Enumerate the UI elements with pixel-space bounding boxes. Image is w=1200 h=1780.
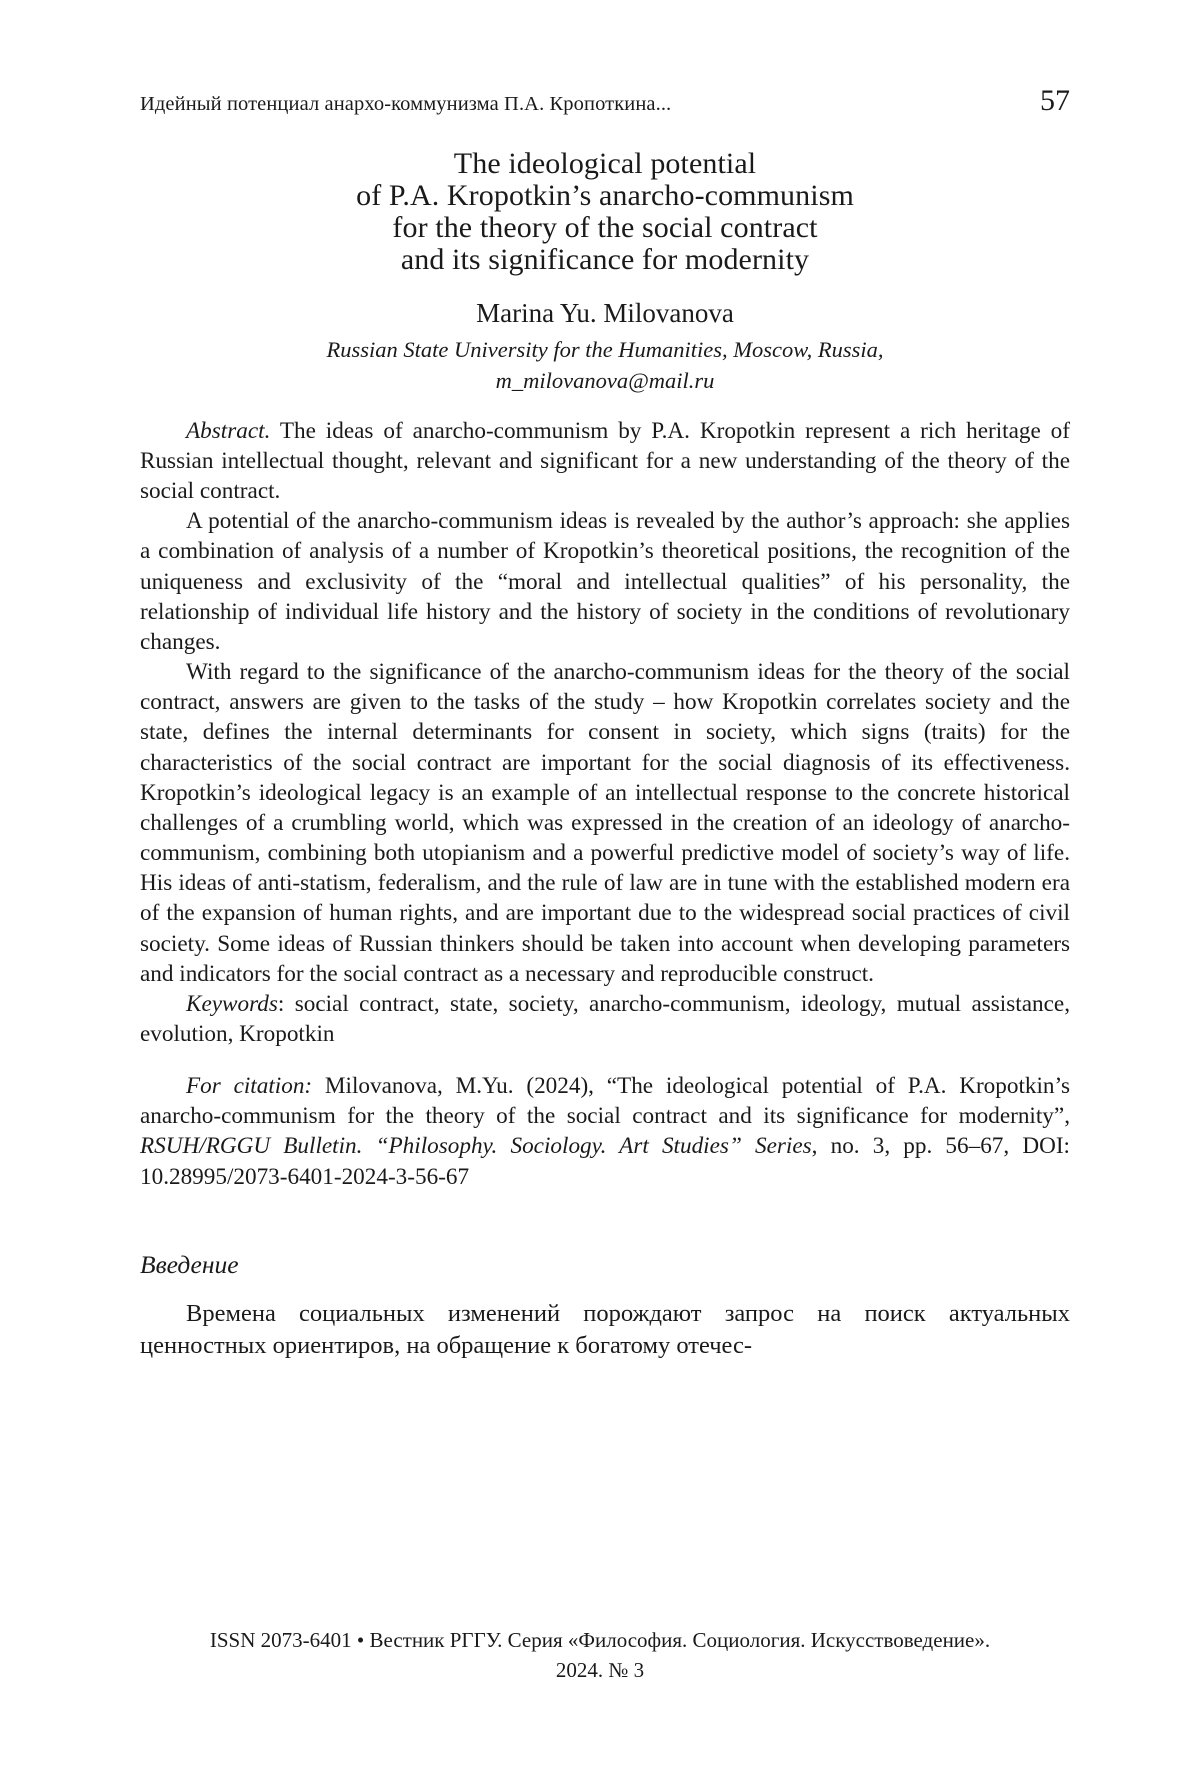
author-name: Marina Yu. Milovanova bbox=[476, 298, 734, 329]
citation-paragraph bbox=[140, 1071, 1070, 1192]
abstract-paragraph-1-text: The ideas of anarcho-communism by P.A. Kropotkin represent a rich heritage of Russian intellectual thought, relevant and significant for a new understanding of the theory of the social contract. bbox=[140, 417, 1070, 505]
article-title-line-3: for the theory of the social contract bbox=[392, 211, 818, 245]
author-email: m_milovanova@mail.ru bbox=[495, 367, 715, 393]
abstract-paragraph-3: With regard to the significance of the anarcho-communism ideas for the theory of the social contract, answers are given to the tasks of the study – how Kropotkin correlates society and the state, defines the internal determinants for consent in society, which signs (traits) for the characteristics of the social contract are important for the social diagnosis of its effectiveness. Kropotkin’s ideological legacy is an example of an intellectual response to the concrete historical challenges of a crumbling world, which was expressed in the creation of an ideology of anarcho-communism, combining both utopianism and a powerful predictive model of society’s way of life. His ideas of anti-statism, federalism, and the rule of law are in tune with the established modern era of the expansion of human rights, and are important due to the widespread social practices of civil society. Some ideas of Russian thinkers should be taken into account when developing parameters and indicators for the social contract as a necessary and reproducible construct. bbox=[140, 659, 1070, 987]
keywords-paragraph bbox=[140, 989, 1070, 1049]
citation-section bbox=[140, 1071, 1070, 1192]
body-paragraph-1: Времена социальных изменений порождают запрос на поиск актуальных ценностных ориентиров, на обращение к богатому отечес- bbox=[140, 1299, 1070, 1359]
page-footer bbox=[0, 1625, 1200, 1686]
section-heading-introduction: Введение bbox=[140, 1249, 239, 1279]
citation-label: For citation: bbox=[186, 1073, 313, 1100]
abstract-paragraph-2: A potential of the anarcho-communism ideas is revealed by the author’s approach: she applies a combination of analysis of a number of Kropotkin’s theoretical positions, the recognition of the uniqueness and exclusivity of the “moral and intellectual qualities” of his personality, the relationship of individual life history and the history of society in the conditions of revolutionary changes. bbox=[140, 508, 1070, 655]
article-title-line-4: and its significance for modernity bbox=[400, 243, 810, 277]
citation-part-2: , no. 3, pp. 56–67, DOI: 10.28995/2073-6401-2024-3-56-67 bbox=[140, 1133, 1070, 1190]
running-head-title: Идейный потенциал анархо-коммунизма П.А. Кропоткина... bbox=[140, 93, 672, 115]
running-head bbox=[140, 86, 1070, 120]
abstract-paragraph-1 bbox=[140, 416, 1070, 506]
author-affiliation: Russian State University for the Humanities, Moscow, Russia, bbox=[326, 336, 884, 362]
citation-part-1: Milovanova, M.Yu. (2024), “The ideological potential of P.A. Kropotkin’s anarcho-communism for the theory of the social contract and its significance for modernity”, bbox=[140, 1073, 1070, 1130]
citation-journal: RSUH/RGGU Bulletin. “Philosophy. Sociology. Art Studies” Series bbox=[140, 1133, 812, 1160]
article-title-line-2: of P.A. Kropotkin’s anarcho-communism bbox=[356, 179, 854, 213]
article-title bbox=[140, 148, 1070, 276]
body-text-russian bbox=[140, 1298, 1070, 1362]
footer-line-1: ISSN 2073-6401 • Вестник РГГУ. Серия «Философия. Социология. Искусствоведение». bbox=[209, 1628, 991, 1652]
abstract-label: Abstract. bbox=[186, 417, 271, 444]
abstract-section bbox=[140, 416, 1070, 1049]
article-title-line-1: The ideological potential bbox=[453, 147, 757, 180]
page-content bbox=[140, 0, 1070, 1361]
page-number: 57 bbox=[1040, 84, 1070, 117]
footer-line-2: 2024. № 3 bbox=[555, 1658, 645, 1683]
keywords-text: : social contract, state, society, anarcho-communism, ideology, mutual assistance, evolution, Kropotkin bbox=[140, 990, 1070, 1047]
keywords-label: Keywords bbox=[186, 990, 278, 1017]
